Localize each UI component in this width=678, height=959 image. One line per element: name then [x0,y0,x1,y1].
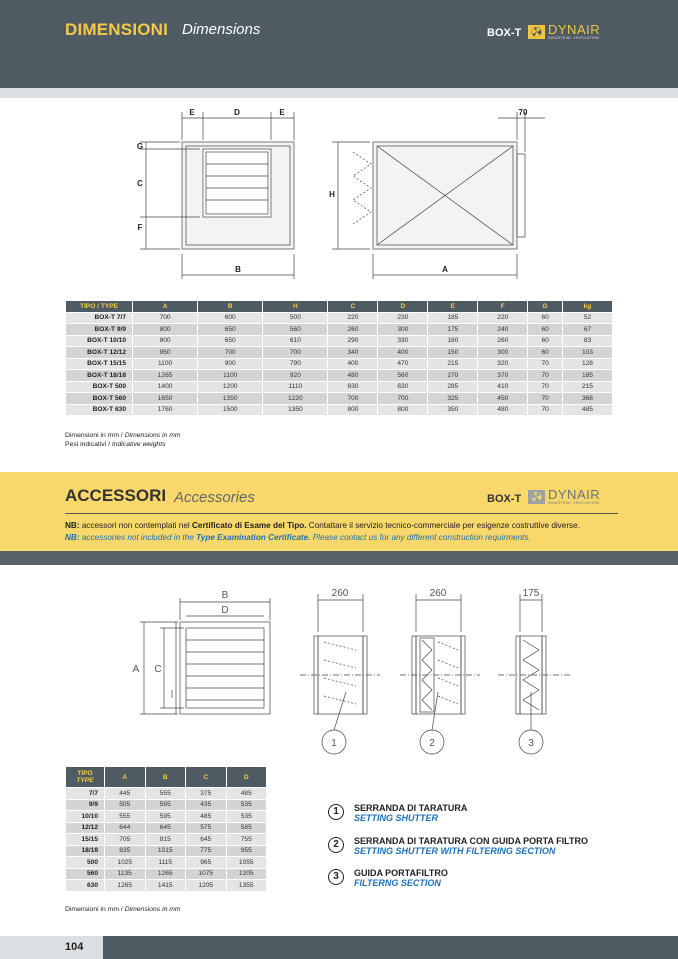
dims-note [65,432,181,439]
dim-label-e-right: E [279,108,285,117]
cell: 1500 [198,404,263,416]
cell: 350 [428,404,478,416]
page-title: DIMENSIONI [65,20,169,39]
cell-type: BOX-T 15/15 [66,358,133,370]
cell: 67 [562,324,612,336]
accessories-band [0,472,678,551]
legend-num: 1 [328,804,344,820]
dim-label-f: F [137,223,143,232]
cell: 644 [105,822,146,834]
callout-2: 2 [429,738,435,749]
dim-label-175: 175 [522,588,540,599]
cell: 1200 [198,381,263,393]
cell: 965 [186,857,227,869]
cell: 240 [478,324,528,336]
cell: 368 [562,393,612,405]
cell: 1115 [145,857,186,869]
cell: 700 [378,393,428,405]
cell-type: 7/7 [66,788,105,800]
cell: 60 [528,347,563,359]
table-row [66,799,267,811]
col-header-c: C [186,767,227,788]
table-row [66,788,267,800]
cell: 300 [478,347,528,359]
dim-label-b: B [235,265,241,274]
nb-italian [65,521,580,530]
cell-type: BOX-T 9/9 [66,324,133,336]
cell: 610 [263,335,328,347]
cell: 60 [528,312,563,324]
cell: 215 [428,358,478,370]
dim-label-c: C [154,664,162,675]
cell: 755 [226,834,267,846]
cell: 650 [198,324,263,336]
table-row [66,857,267,869]
dim-label-d: D [234,108,240,117]
fan-logo-icon [528,490,545,504]
cell-type: BOX-T 500 [66,381,133,393]
dim-label-g: G [136,142,144,151]
cell-type: BOX-T 630 [66,404,133,416]
note-it: Dimensioni in mm / [65,906,125,913]
cell: 485 [226,788,267,800]
nb-label: NB: [65,521,80,530]
cell: 1350 [263,404,328,416]
col-header-g: G [528,301,563,313]
cell-type: 560 [66,868,105,880]
cell: 285 [428,381,478,393]
note-it: Dimensioni in mm / [65,432,125,439]
cell: 330 [378,335,428,347]
cell: 645 [186,834,227,846]
cell-type: 10/10 [66,811,105,823]
cell-type: BOX-T 7/7 [66,312,133,324]
header-bar [0,0,678,88]
cell: 320 [478,358,528,370]
dim-label-h: H [329,190,335,199]
col-header-c: C [328,301,378,313]
table-row [66,324,613,336]
cell: 560 [263,324,328,336]
cell: 630 [378,381,428,393]
dimensions-table [65,300,613,416]
brand-logo [528,24,600,40]
cell: 535 [226,811,267,823]
cell: 410 [478,381,528,393]
cell: 535 [226,799,267,811]
model-label: BOX-T [487,493,522,505]
cell: 485 [186,811,227,823]
cell-type: 630 [66,880,105,892]
cell: 160 [428,335,478,347]
dim-label-260-b: 260 [429,588,447,599]
legend-label-it: SERRANDA DI TARATURA CON GUIDA PORTA FILTRO [354,836,588,846]
nb-english [65,533,531,542]
cell: 400 [378,347,428,359]
cell: 555 [145,788,186,800]
cell: 260 [328,324,378,336]
col-header-h: H [263,301,328,313]
cell-type: BOX-T 12/12 [66,347,133,359]
dim-label-70: 70 [518,108,528,117]
nb-label: NB: [65,533,80,542]
nb-bold: Type Examination Certificate. [196,533,311,542]
box-dimensions-drawing [120,104,560,284]
col-header-type [66,767,105,788]
header-tipo: TIPO [77,770,93,777]
brand-logo [528,489,600,505]
cell: 1350 [198,393,263,405]
cell-type: BOX-T 18/18 [66,370,133,382]
col-header-d: D [226,767,267,788]
table-header-row [66,767,267,788]
dim-label-a: A [132,664,140,675]
note-en: Indicative weights [111,441,166,448]
cell: 700 [263,347,328,359]
cell: 1265 [105,880,146,892]
cell: 705 [105,834,146,846]
cell: 150 [428,347,478,359]
cell: 103 [562,347,612,359]
cell: 445 [105,788,146,800]
cell: 955 [226,845,267,857]
cell-type: 9/9 [66,799,105,811]
cell: 1205 [226,868,267,880]
col-header-a: A [133,301,198,313]
cell: 70 [528,358,563,370]
dim-label-a: A [442,265,448,274]
cell-type: 500 [66,857,105,869]
cell: 260 [478,335,528,347]
header-strip [0,88,678,98]
dim-label-e-left: E [189,108,195,117]
accessories-subtitle: Accessories [174,489,255,506]
dim-label-d: D [221,605,229,616]
cell: 485 [562,404,612,416]
brand-sub: INDUSTRIAL VENTILATION [548,501,599,505]
cell: 1100 [133,358,198,370]
model-label: BOX-T [487,27,522,39]
cell: 1205 [186,880,227,892]
col-header-b: B [145,767,186,788]
cell: 325 [428,393,478,405]
cell-type: 12/12 [66,822,105,834]
cell: 230 [378,312,428,324]
note-en: Dimensions in mm [124,432,181,439]
cell: 800 [378,404,428,416]
cell: 185 [428,312,478,324]
cell: 630 [328,381,378,393]
dim-label-b: B [221,590,229,601]
cell: 60 [528,324,563,336]
cell: 920 [263,370,328,382]
cell: 1415 [145,880,186,892]
cell: 900 [198,358,263,370]
col-header-f: F [478,301,528,313]
col-header-type: TIPO / TYPE [66,301,133,313]
cell: 400 [328,358,378,370]
dim-label-c: C [137,179,143,188]
cell: 560 [378,370,428,382]
cell-type: 18/18 [66,845,105,857]
cell: 1265 [145,868,186,880]
cell: 470 [378,358,428,370]
cell: 1110 [263,381,328,393]
cell: 370 [478,370,528,382]
col-header-d: D [378,301,428,313]
legend-label-it: GUIDA PORTAFILTRO [354,868,448,878]
cell: 1265 [133,370,198,382]
cell: 1025 [105,857,146,869]
brand-name: DYNAIR [548,487,601,502]
cell: 70 [528,370,563,382]
cell: 480 [328,370,378,382]
note-en: Dimensions in mm [124,906,181,913]
nb-text: Contattare il servizio tecnico-commerciale per esigenze costruttive diverse. [306,521,580,530]
table-row [66,811,267,823]
fan-logo-icon [528,25,545,39]
cell: 800 [133,324,198,336]
table-row [66,358,613,370]
table-row [66,393,613,405]
cell: 450 [478,393,528,405]
band-rule [65,513,618,514]
page-subtitle: Dimensions [182,21,261,38]
accessories-table [65,766,267,892]
cell: 500 [263,312,328,324]
cell: 340 [328,347,378,359]
callout-3: 3 [528,738,534,749]
cell: 575 [186,822,227,834]
cell: 1055 [226,857,267,869]
cell: 1650 [133,393,198,405]
note-it: Pesi indicativi / [65,441,112,448]
nb-text: accessories not included in the [79,533,197,542]
cell: 595 [145,811,186,823]
legend-num: 3 [328,869,344,885]
table-row [66,868,267,880]
cell: 300 [378,324,428,336]
cell: 480 [478,404,528,416]
cell-type: BOX-T 560 [66,393,133,405]
table-row [66,845,267,857]
nb-text: accessori non contemplati nel [79,521,192,530]
col-header-b: B [198,301,263,313]
cell: 555 [105,811,146,823]
table-row [66,312,613,324]
cell: 375 [186,788,227,800]
col-header-e: E [428,301,478,313]
accessories-title: ACCESSORI [65,486,167,505]
cell: 52 [562,312,612,324]
brand-sub: INDUSTRIAL VENTILATION [548,36,599,40]
nb-bold: Certificato di Esame del Tipo. [191,521,307,530]
cell: 70 [528,393,563,405]
table-row [66,347,613,359]
callout-1: 1 [331,738,337,749]
cell: 270 [428,370,478,382]
cell: 595 [145,799,186,811]
acc-note [65,906,181,913]
nb-text: Please contact us for any different construction requirments. [310,533,531,542]
header-type: TYPE [76,777,94,784]
cell: 1760 [133,404,198,416]
col-header-kg: kg [562,301,612,313]
page-number: 104 [0,936,103,959]
col-header-a: A [105,767,146,788]
table-row [66,880,267,892]
cell-type: 15/15 [66,834,105,846]
cell: 70 [528,404,563,416]
table-row [66,335,613,347]
table-row [66,370,613,382]
cell: 775 [186,845,227,857]
cell: 1075 [186,868,227,880]
table-row [66,834,267,846]
cell: 215 [562,381,612,393]
table-row [66,822,267,834]
cell: 220 [328,312,378,324]
cell: 185 [562,370,612,382]
cell: 790 [263,358,328,370]
cell: 600 [198,312,263,324]
table-header-row [66,301,613,313]
cell: 435 [186,799,227,811]
cell: 505 [105,799,146,811]
cell: 83 [562,335,612,347]
legend-num: 2 [328,837,344,853]
cell: 645 [145,822,186,834]
cell: 700 [328,393,378,405]
legend-label-en: FILTERNG SECTION [354,878,441,888]
cell: 290 [328,335,378,347]
dim-label-260-a: 260 [331,588,349,599]
cell: 800 [328,404,378,416]
cell: 700 [133,312,198,324]
cell: 1135 [105,868,146,880]
cell: 220 [478,312,528,324]
cell: 1100 [198,370,263,382]
cell: 950 [133,347,198,359]
cell: 835 [105,845,146,857]
accessories-drawing [120,580,580,760]
cell: 1220 [263,393,328,405]
legend-label-it: SERRANDA DI TARATURA [354,803,468,813]
cell: 1355 [226,880,267,892]
cell: 1015 [145,845,186,857]
brand-name: DYNAIR [548,22,601,37]
legend-label-en: SETTING SHUTTER WITH FILTERING SECTION [354,846,556,856]
cell: 700 [198,347,263,359]
cell: 815 [145,834,186,846]
cell: 70 [528,381,563,393]
table-row [66,381,613,393]
cell: 1400 [133,381,198,393]
section-divider [0,551,678,565]
cell: 175 [428,324,478,336]
cell: 585 [226,822,267,834]
cell: 800 [133,335,198,347]
legend-label-en: SETTING SHUTTER [354,813,439,823]
cell-type: BOX-T 10/10 [66,335,133,347]
cell: 128 [562,358,612,370]
weights-note [65,441,166,448]
cell: 650 [198,335,263,347]
table-row [66,404,613,416]
cell: 60 [528,335,563,347]
